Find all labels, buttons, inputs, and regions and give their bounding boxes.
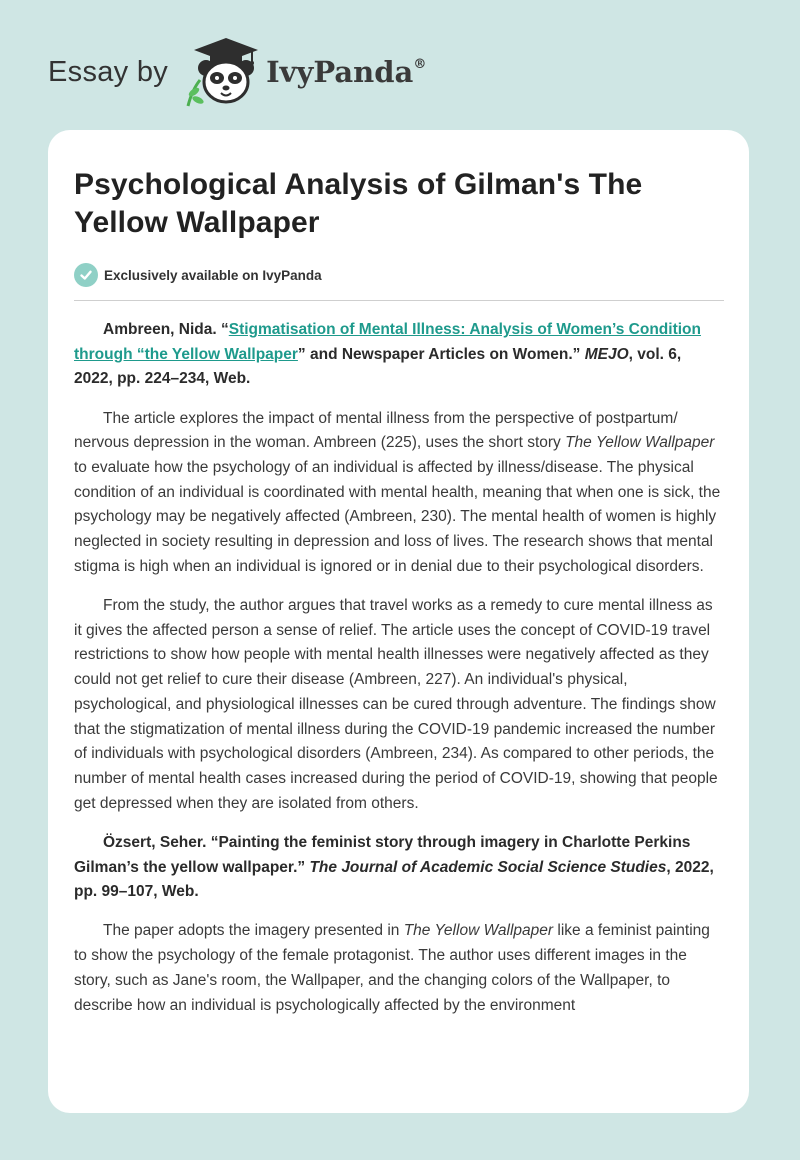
reference-ozsert: Özsert, Seher. “Painting the feminist story through imagery in Charlotte Perkins Gilman’s the yellow wallpaper.” The Journal of Academic Social Science Studies, 2022, pp. 99–107, Web. [74,833,714,901]
divider [74,300,724,301]
page-title: Psychological Analysis of Gilman's The Yellow Wallpaper [74,168,643,239]
ivypanda-logo-text[interactable]: IvyPanda® [266,55,427,89]
reference-ambreen: Ambreen, Nida. “Stigmatisation of Mental Illness: Analysis of Women’s Condition through “the Yellow Wallpaper” and Newspaper Articles on Women.” MEJO, vol. 6, 2022, pp. 224–234, Web. [74,321,701,388]
panda-graduate-icon [182,36,262,108]
paragraph: The paper adopts the imagery presented in The Yellow Wallpaper like a feminist painting to show the psychology of the female protagonist. The author uses different images in the story, such as Jane's room, the Wallpaper, and the changing colors of the Wallpaper, to describe how an individual is psychologically affected by the environment [74,922,710,1014]
badge-text: Exclusively available on IvyPanda [104,267,322,283]
check-icon [74,263,98,287]
brand-header [48,36,426,108]
essay-body [74,318,724,1018]
paragraph: The article explores the impact of mental illness from the perspective of postpartum/ nervous depression in the woman. Ambreen (225), uses the short story The Yellow Wallpaper to evaluate how the psychology of an individual is affected by illness/disease. The physical condition of an individual is coordinated with mental health, meaning that when one is sick, the psychology may be negatively affected (Ambreen, 230). The mental health of women is highly neglected in society resulting in depression and loss of lives. The research shows that mental stigma is high when an individual is ignored or in denial due to their psychological disorders. [74,409,721,575]
exclusive-badge [74,262,724,288]
essay-by-label: Essay by [48,55,169,88]
essay-card [48,130,749,1113]
paragraph: From the study, the author argues that travel works as a remedy to cure mental illness as it gives the affected person a sense of relief. The article uses the concept of COVID-19 travel restrictions to show how people with mental health illnesses were negatively affected as they could not get relief to cure their disease (Ambreen, 227). An individual's physical, psychological, and physiological illnesses can be cured through adventure. The findings show that the stigmatization of mental illness during the COVID-19 pandemic increased the number of individuals with psychological disorders (Ambreen, 234). As compared to other periods, the number of mental health cases increased during the period of COVID-19, showing that people get depressed when they are isolated from others. [74,597,718,812]
reference-link[interactable]: Stigmatisation of Mental Illness: Analysis of Women’s Condition through “the Yellow Wallpaper [74,321,701,363]
